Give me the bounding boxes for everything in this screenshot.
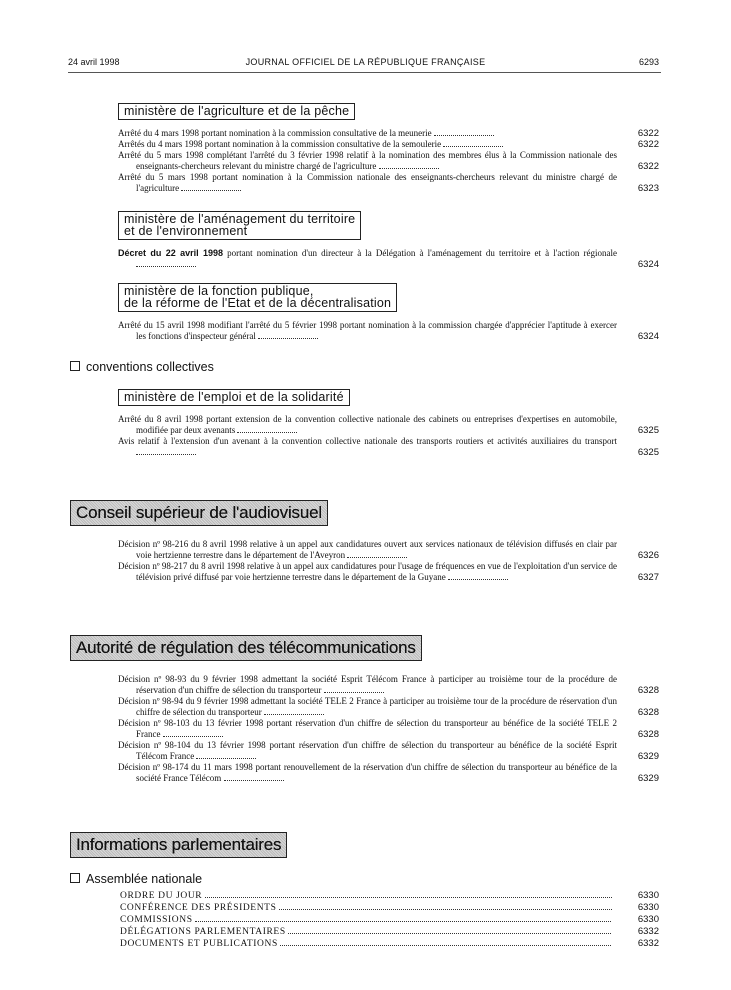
toc-entry[interactable]: Arrêté du 8 avril 1998 portant extension de la convention collective nationale des cabinets ou entreprises d'expertises en automobile, modifiée par deux avenants 6325 xyxy=(118,414,659,436)
page-ref: 6326 xyxy=(637,550,659,561)
page-ref: 6328 xyxy=(637,729,659,740)
toc-entry[interactable]: Arrêté du 5 mars 1998 complétant l'arrêté du 3 février 1998 relatif à la nomination des membres élus à la Commission nationale des enseignants-chercheurs relevant du ministre chargé de l'agriculture 6322 xyxy=(118,150,659,172)
toc-entry[interactable]: Avis relatif à l'extension d'un avenant à la convention collective nationale des transports routiers et activités auxiliaires du transport 6325 xyxy=(118,436,659,458)
toc-entry[interactable]: Décision nº 98-94 du 9 février 1998 admettant la société TELE 2 France à participer au troisième tour de la procédure de réservation d'un chiffre de sélection du transporteur 6328 xyxy=(118,696,659,718)
leader-dots xyxy=(280,945,611,946)
ministry-title: ministère de la fonction publique, de la réforme de l'Etat et de la décentralisation xyxy=(118,283,397,312)
leader-dots xyxy=(347,557,407,558)
header-rule xyxy=(68,72,661,73)
leader-dots xyxy=(136,454,196,455)
page-ref: 6325 xyxy=(637,425,659,436)
page-ref: 6322 xyxy=(637,139,659,150)
leader-dots xyxy=(237,432,297,433)
toc-entry[interactable]: Décision nº 98-104 du 13 février 1998 portant réservation d'un chiffre de sélection du transporteur au bénéfice de la société Esprit Télécom France 6329 xyxy=(118,740,659,762)
ministry-title: ministère de l'aménagement du territoire et de l'environnement xyxy=(118,211,361,240)
leader-dots xyxy=(448,579,508,580)
page-ref: 6324 xyxy=(637,331,659,342)
toc-entry[interactable]: Décision nº 98-103 du 13 février 1998 portant réservation d'un chiffre de sélection du transporteur au bénéfice de la société TELE 2 France 6328 xyxy=(118,718,659,740)
leader-dots xyxy=(181,190,241,191)
leader-dots xyxy=(163,736,223,737)
leader-dots xyxy=(379,168,439,169)
toc-entry[interactable]: Arrêté du 4 mars 1998 portant nomination à la commission consultative de la meunerie 6322 xyxy=(118,128,659,139)
category-assemblee: Assemblée nationale xyxy=(70,872,202,886)
list-item[interactable]: ORDRE DU JOUR 6330 xyxy=(120,890,659,901)
toc-entry[interactable]: Décret du 22 avril 1998 portant nomination d'un directeur à la Délégation à l'aménagement du territoire et à l'action régionale 6324 xyxy=(118,248,659,270)
page-ref: 6323 xyxy=(637,183,659,194)
toc-entry[interactable]: Arrêté du 5 mars 1998 portant nomination à la Commission nationale des enseignants-chercheurs relevant du ministre chargé de l'agriculture 6323 xyxy=(118,172,659,194)
leader-dots xyxy=(434,135,494,136)
toc-entry[interactable]: Décision nº 98-216 du 8 avril 1998 relative à un appel aux candidatures ouvert aux services nationaux de télévision diffusés en clair par voie hertzienne terrestre dans le département de l'Aveyron 6326 xyxy=(118,539,659,561)
list-item[interactable]: DÉLÉGATIONS PARLEMENTAIRES 6332 xyxy=(120,926,659,937)
parlement-list xyxy=(120,890,659,950)
page-ref: 6328 xyxy=(637,707,659,718)
leader-dots xyxy=(443,146,503,147)
leader-dots xyxy=(195,921,611,922)
leader-dots xyxy=(224,780,284,781)
toc-entry[interactable]: Décision nº 98-93 du 9 février 1998 admettant la société Esprit Télécom France à participer au troisième tour de la procédure de réservation d'un chiffre de sélection du transporteur 6328 xyxy=(118,674,659,696)
page-ref: 6328 xyxy=(637,685,659,696)
page-ref: 6329 xyxy=(637,773,659,784)
toc-entry[interactable]: Décision nº 98-217 du 8 avril 1998 relative à un appel aux candidatures pour l'usage de fréquences en vue de l'exploitation d'un service de télévision privé diffusé par voie hertzienne terrestre dans le département de la Guyane 6327 xyxy=(118,561,659,583)
toc-entry[interactable]: Arrêtés du 4 mars 1998 portant nomination à la commission consultative de la semoulerie 6322 xyxy=(118,139,659,150)
page-ref: 6325 xyxy=(637,447,659,458)
toc-entry[interactable]: Arrêté du 15 avril 1998 modifiant l'arrêté du 5 février 1998 portant nomination à la commission chargée d'apprécier l'aptitude à exercer les fonctions d'inspecteur général 6324 xyxy=(118,320,659,342)
header-title: JOURNAL OFFICIEL DE LA RÉPUBLIQUE FRANÇAISE xyxy=(245,57,486,67)
page-ref: 6330 xyxy=(637,914,659,925)
section-fonction-publique xyxy=(118,283,659,342)
page-ref: 6327 xyxy=(637,572,659,583)
page-ref: 6332 xyxy=(637,926,659,937)
section-amenagement xyxy=(118,211,659,270)
category-conventions: conventions collectives xyxy=(70,360,214,374)
page-ref: 6329 xyxy=(637,751,659,762)
ministry-title: ministère de l'agriculture et de la pêche xyxy=(118,103,355,120)
toc-entry[interactable]: Décision nº 98-174 du 11 mars 1998 portant renouvellement de la réservation d'un chiffre de sélection du transporteur au bénéfice de la société France Télécom 6329 xyxy=(118,762,659,784)
header-page-number: 6293 xyxy=(638,57,659,67)
leader-dots xyxy=(288,933,611,934)
section-agriculture xyxy=(118,102,659,194)
page-ref: 6324 xyxy=(637,259,659,270)
page-ref: 6322 xyxy=(637,128,659,139)
leader-dots xyxy=(196,758,256,759)
section-art xyxy=(118,674,659,784)
page-ref: 6322 xyxy=(637,161,659,172)
list-item[interactable]: CONFÉRENCE DES PRÉSIDENTS 6330 xyxy=(120,902,659,913)
leader-dots xyxy=(324,692,384,693)
header-date: 24 avril 1998 xyxy=(68,57,120,67)
page-ref: 6332 xyxy=(637,938,659,949)
section-csa xyxy=(118,539,659,583)
list-item[interactable]: COMMISSIONS 6330 xyxy=(120,914,659,925)
list-item[interactable]: DOCUMENTS ET PUBLICATIONS 6332 xyxy=(120,938,659,949)
checkbox-bullet-icon xyxy=(70,873,80,883)
authority-title-csa: Conseil supérieur de l'audiovisuel xyxy=(70,500,328,526)
leader-dots xyxy=(279,909,612,910)
authority-title-art: Autorité de régulation des télécommunications xyxy=(70,635,422,661)
leader-dots xyxy=(205,897,612,898)
section-emploi xyxy=(118,388,659,458)
leader-dots xyxy=(258,338,318,339)
checkbox-bullet-icon xyxy=(70,361,80,371)
ministry-title: ministère de l'emploi et de la solidarité xyxy=(118,389,350,406)
page-ref: 6330 xyxy=(637,902,659,913)
leader-dots xyxy=(264,714,324,715)
page-ref: 6330 xyxy=(637,890,659,901)
leader-dots xyxy=(136,266,196,267)
authority-title-parlement: Informations parlementaires xyxy=(70,832,287,858)
